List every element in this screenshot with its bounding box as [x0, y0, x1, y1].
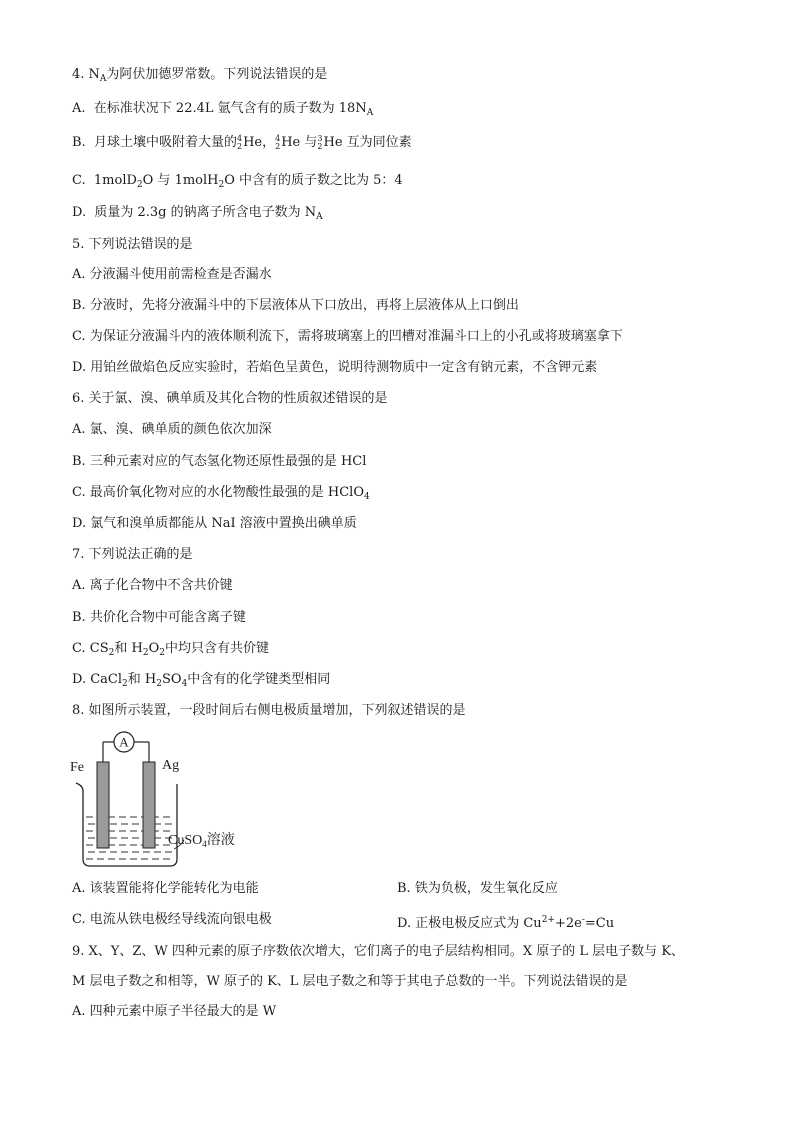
ag-label: Ag — [162, 758, 180, 773]
q8-option-b: B. 铁为负极，发生氧化反应 — [397, 881, 558, 896]
q5-option-a: A. 分液漏斗使用前需检查是否漏水 — [72, 267, 272, 282]
q4-option-c: C. 1molD$_2$O 与 1molH$_2$O 中含有的质子数之比为 5：4 — [72, 173, 403, 190]
q6-stem: 6. 关于氯、溴、碘单质及其化合物的性质叙述错误的是 — [72, 391, 388, 406]
q5-stem: 5. 下列说法错误的是 — [72, 237, 193, 252]
q4-option-d: D. 质量为 2.3g 的钠离子所含电子数为 $N_A$ — [72, 205, 323, 222]
q6-option-d: D. 氯气和溴单质都能从 NaI 溶液中置换出碘单质 — [72, 516, 357, 531]
q8-stem: 8. 如图所示装置，一段时间后右侧电极质量增加，下列叙述错误的是 — [72, 703, 466, 718]
q5-option-d: D. 用铂丝做焰色反应实验时，若焰色呈黄色，说明待测物质中一定含有钠元素，不含钾元素 — [72, 360, 598, 375]
q7-option-b: B. 共价化合物中可能含离子键 — [72, 610, 246, 625]
q4-option-b: B. 月球土壤中吸附着大量的 4 2 He， 4 2 He 与 3 2 He 互为同位素 — [72, 133, 412, 151]
q7-option-d: D. CaCl$_2$和 $H_2SO_4$中含有的化学键类型相同 — [72, 672, 331, 689]
electrochemical-cell-diagram — [70, 728, 270, 870]
fe-label: Fe — [70, 760, 84, 775]
q9-stem-line2: M 层电子数之和相等，W 原子的 K、L 层电子数之和等于其电子总数的一半。下列说法错误的是 — [72, 974, 628, 989]
q8-option-a: A. 该装置能将化学能转化为电能 — [72, 881, 259, 896]
q6-option-c: C. 最高价氧化物对应的水化物酸性最强的是 HClO$_4$ — [72, 485, 370, 502]
q4-option-a: A. 在标准状况下 22.4L 氩气含有的质子数为 $18N_A$ — [72, 101, 374, 118]
q7-option-a: A. 离子化合物中不含共价键 — [72, 578, 233, 593]
q7-option-c: C. $CS_2$和 $H_2O_2$中均只含有共价键 — [72, 641, 269, 658]
solution-label: CuSO$_4$溶液 — [168, 833, 235, 849]
q5-option-b: B. 分液时，先将分液漏斗中的下层液体从下口放出，再将上层液体从上口倒出 — [72, 298, 519, 313]
q9-option-a: A. 四种元素中原子半径最大的是 W — [72, 1004, 277, 1019]
q4-stem: 4. $N_A$为阿伏加德罗常数。下列说法错误的是 — [72, 67, 328, 84]
q5-option-c: C. 为保证分液漏斗内的液体顺利流下，需将玻璃塞上的凹槽对准漏斗口上的小孔或将玻璃塞拿下 — [72, 329, 623, 344]
q6-option-a: A. 氯、溴、碘单质的颜色依次加深 — [72, 422, 272, 437]
fe-electrode — [97, 762, 109, 848]
ammeter-label: A — [119, 734, 129, 750]
q8-option-c: C. 电流从铁电极经导线流向银电极 — [72, 912, 272, 927]
q9-stem-line1: 9. X、Y、Z、W 四种元素的原子序数依次增大，它们离子的电子层结构相同。X 原子的 L 层电子数与 K、 — [72, 944, 685, 959]
q7-stem: 7. 下列说法正确的是 — [72, 547, 193, 562]
ag-electrode — [143, 762, 155, 848]
q8-option-d: D. 正极电极反应式为 $Cu^{2+}+2e^-=Cu$ — [397, 915, 615, 931]
q6-option-b: B. 三种元素对应的气态氢化物还原性最强的是 HCl — [72, 454, 367, 469]
